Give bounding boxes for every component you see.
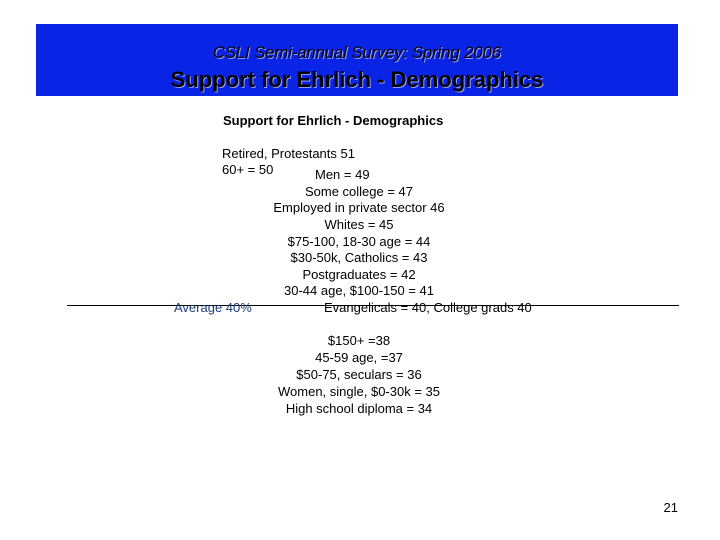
list-item-30-44-100-150: 30-44 age, $100-150 = 41 — [284, 283, 434, 298]
list-item-150-plus: $150+ =38 — [327, 333, 391, 348]
header-banner — [36, 24, 678, 96]
list-item-age-60-plus: 60+ = 50 — [222, 162, 274, 177]
average-label: Average 40% — [174, 300, 252, 315]
list-item-30-50k-catholics: $30-50k, Catholics = 43 — [290, 250, 428, 265]
list-item-women-single: Women, single, $0-30k = 35 — [278, 384, 440, 399]
list-item-75-100-18-30: $75-100, 18-30 age = 44 — [287, 234, 431, 249]
list-item-men: Men = 49 — [315, 167, 370, 182]
header-subtitle: CSLI Semi-annual Survey: Spring 2006 — [213, 44, 501, 62]
chart-title: Support for Ehrlich - Demographics — [223, 113, 444, 128]
list-item-some-college: Some college = 47 — [304, 184, 414, 199]
list-item-whites: Whites = 45 — [324, 217, 394, 232]
list-item-50-75-seculars: $50-75, seculars = 36 — [296, 367, 422, 382]
list-item-45-59-age: 45-59 age, =37 — [315, 350, 403, 365]
header-title: Support for Ehrlich - Demographics — [170, 67, 544, 92]
list-item-postgraduates: Postgraduates = 42 — [302, 267, 416, 282]
page-number: 21 — [663, 500, 678, 515]
list-item-evangelicals-college-grads: Evangelicals = 40, College grads 40 — [324, 300, 532, 315]
list-item-high-school: High school diploma = 34 — [285, 401, 433, 416]
list-item-retired-protestants: Retired, Protestants 51 — [222, 146, 355, 161]
list-item-private-sector: Employed in private sector 46 — [273, 200, 445, 215]
